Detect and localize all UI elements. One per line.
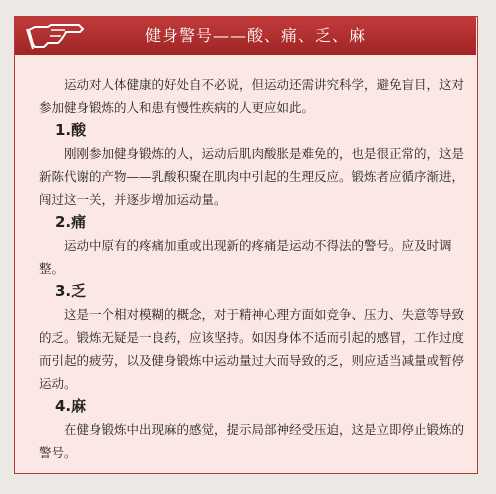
section-text-2: 运动中原有的疼痛加重或出现新的疼痛是运动不得法的警号。应及时调整。 xyxy=(39,238,452,276)
section-text-3: 这是一个相对模糊的概念，对于精神心理方面如竞争、压力、失意等导致的乏。锻炼无疑是一良药，应该坚持。如因身体不适而引起的感冒，工作过度而引起的疲劳，以及健身锻炼中运动量过大而导致的乏，则应适当减量或暂停运动。 xyxy=(39,307,465,391)
intro-paragraph: 运动对人体健康的好处自不必说，但运动还需讲究科学，避免盲目，这对参加健身锻炼的人和患有慢性疾病的人更应如此。 xyxy=(39,77,465,115)
article-card xyxy=(14,16,478,474)
section-text-4: 在健身锻炼中出现麻的感觉，提示局部神经受压迫，这是立即停止锻炼的警号。 xyxy=(39,422,465,460)
section-heading-4: 4.麻 xyxy=(55,397,87,415)
article-content xyxy=(39,73,469,464)
section-text-1: 刚刚参加健身锻炼的人，运动后肌肉酸胀是难免的，也是很正常的，这是新陈代谢的产物——乳酸积聚在肌肉中引起的生理反应。锻炼者应循序渐进，闯过这一关，并逐步增加运动量。 xyxy=(39,146,465,207)
article-title: 健身警号——酸、痛、乏、麻 xyxy=(145,26,367,45)
pointing-hand-icon xyxy=(23,22,93,50)
section-heading-2: 2.痛 xyxy=(55,213,87,231)
article-header xyxy=(15,17,476,55)
section-heading-1: 1.酸 xyxy=(55,121,87,139)
section-heading-3: 3.乏 xyxy=(55,282,87,300)
